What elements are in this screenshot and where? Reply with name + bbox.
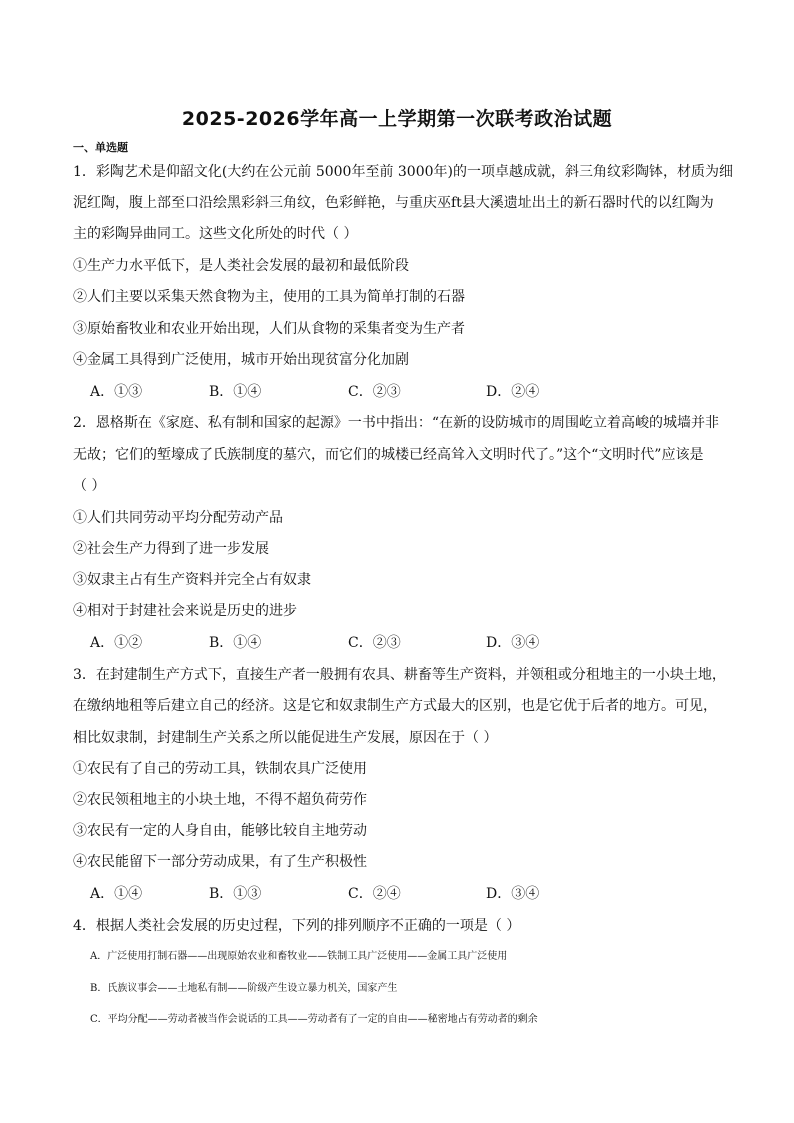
q4-line: 4．根据人类社会发展的历史过程，下列的排列顺序不正确的一项是（ ） — [73, 918, 521, 934]
q2-choice-b: B．①④ — [209, 635, 262, 651]
q1-line: 1．彩陶艺术是仰韶文化(大约在公元前 5000年至前 3000年)的一项卓越成就，斜三角纹彩陶钵，材质为细 — [73, 164, 733, 180]
q4-option-c: C．平均分配——劳动者被当作会说话的工具——劳动者有了一定的自由——秘密地占有劳动者的剩余 — [90, 1014, 538, 1025]
q2-choice-c: C．②③ — [348, 635, 401, 651]
q3-line: 3．在封建制生产方式下，直接生产者一般拥有农具、耕畜等生产资料，并领租或分租地主的一小块土地， — [73, 667, 726, 683]
q4-option-a: A．广泛使用打制石器——出现原始农业和畜牧业——铁制工具广泛使用——金属工具广泛使用 — [90, 951, 508, 962]
q3-line: 在缴纳地租等后建立自己的经济。这是它和奴隶制生产方式最大的区别，也是它优于后者的地方。可见， — [73, 698, 717, 714]
q2-choice-a: A．①② — [90, 635, 143, 651]
page-title: 2025-2026学年高一上学期第一次联考政治试题 — [181, 108, 613, 130]
q1-choice-b: B．①④ — [209, 384, 262, 400]
q1-choice-c: C．②③ — [348, 384, 401, 400]
q3-choice-a: A．①④ — [90, 886, 143, 902]
q1-item: ③原始畜牧业和农业开始出现，人们从食物的采集者变为生产者 — [73, 321, 465, 337]
q2-item: ①人们共同劳动平均分配劳动产品 — [73, 510, 283, 526]
q3-item: ③农民有一定的人身自由，能够比较自主地劳动 — [73, 823, 367, 839]
q3-item: ④农民能留下一部分劳动成果，有了生产积极性 — [73, 854, 367, 870]
q3-item: ①农民有了自己的劳动工具，铁制农具广泛使用 — [73, 761, 367, 777]
q1-choice-d: D．②④ — [486, 384, 540, 400]
q2-line: 无故；它们的堑壕成了氏族制度的墓穴，而它们的城楼已经高耸入文明时代了。”这个“文明时代”应该是 — [73, 447, 704, 463]
section-heading: 一、单选题 — [73, 141, 128, 154]
q1-item: ①生产力水平低下，是人类社会发展的最初和最低阶段 — [73, 258, 409, 274]
q3-choice-b: B．①③ — [209, 886, 262, 902]
q3-line: 相比奴隶制，封建制生产关系之所以能促进生产发展，原因在于（ ） — [73, 730, 498, 746]
q3-choice-d: D．③④ — [486, 886, 540, 902]
q1-item: ④金属工具得到广泛使用，城市开始出现贫富分化加剧 — [73, 352, 409, 368]
q2-line: （ ） — [73, 478, 106, 494]
q2-line: 2．恩格斯在《家庭、私有制和国家的起源》一书中指出：“在新的设防城市的周围屹立着高峻的城墙并非 — [73, 415, 720, 431]
q1-choice-a: A．①③ — [90, 384, 143, 400]
q3-choice-c: C．②④ — [348, 886, 401, 902]
q2-choice-d: D．③④ — [486, 635, 540, 651]
q1-line: 泥红陶，腹上部至口沿绘黑彩斜三角纹，色彩鲜艳，与重庆巫ft县大溪遗址出土的新石器时代的以红陶为 — [73, 195, 714, 211]
q2-item: ②社会生产力得到了进一步发展 — [73, 541, 269, 557]
q1-line: 主的彩陶异曲同工。这些文化所处的时代（ ） — [73, 226, 358, 242]
q3-item: ②农民领租地主的小块土地，不得不超负荷劳作 — [73, 792, 367, 808]
q2-item: ③奴隶主占有生产资料并完全占有奴隶 — [73, 572, 311, 588]
q4-option-b: B．氏族议事会——土地私有制——阶级产生设立暴力机关，国家产生 — [90, 983, 398, 994]
q1-item: ②人们主要以采集天然食物为主，使用的工具为简单打制的石器 — [73, 289, 465, 305]
q2-item: ④相对于封建社会来说是历史的进步 — [73, 603, 297, 619]
